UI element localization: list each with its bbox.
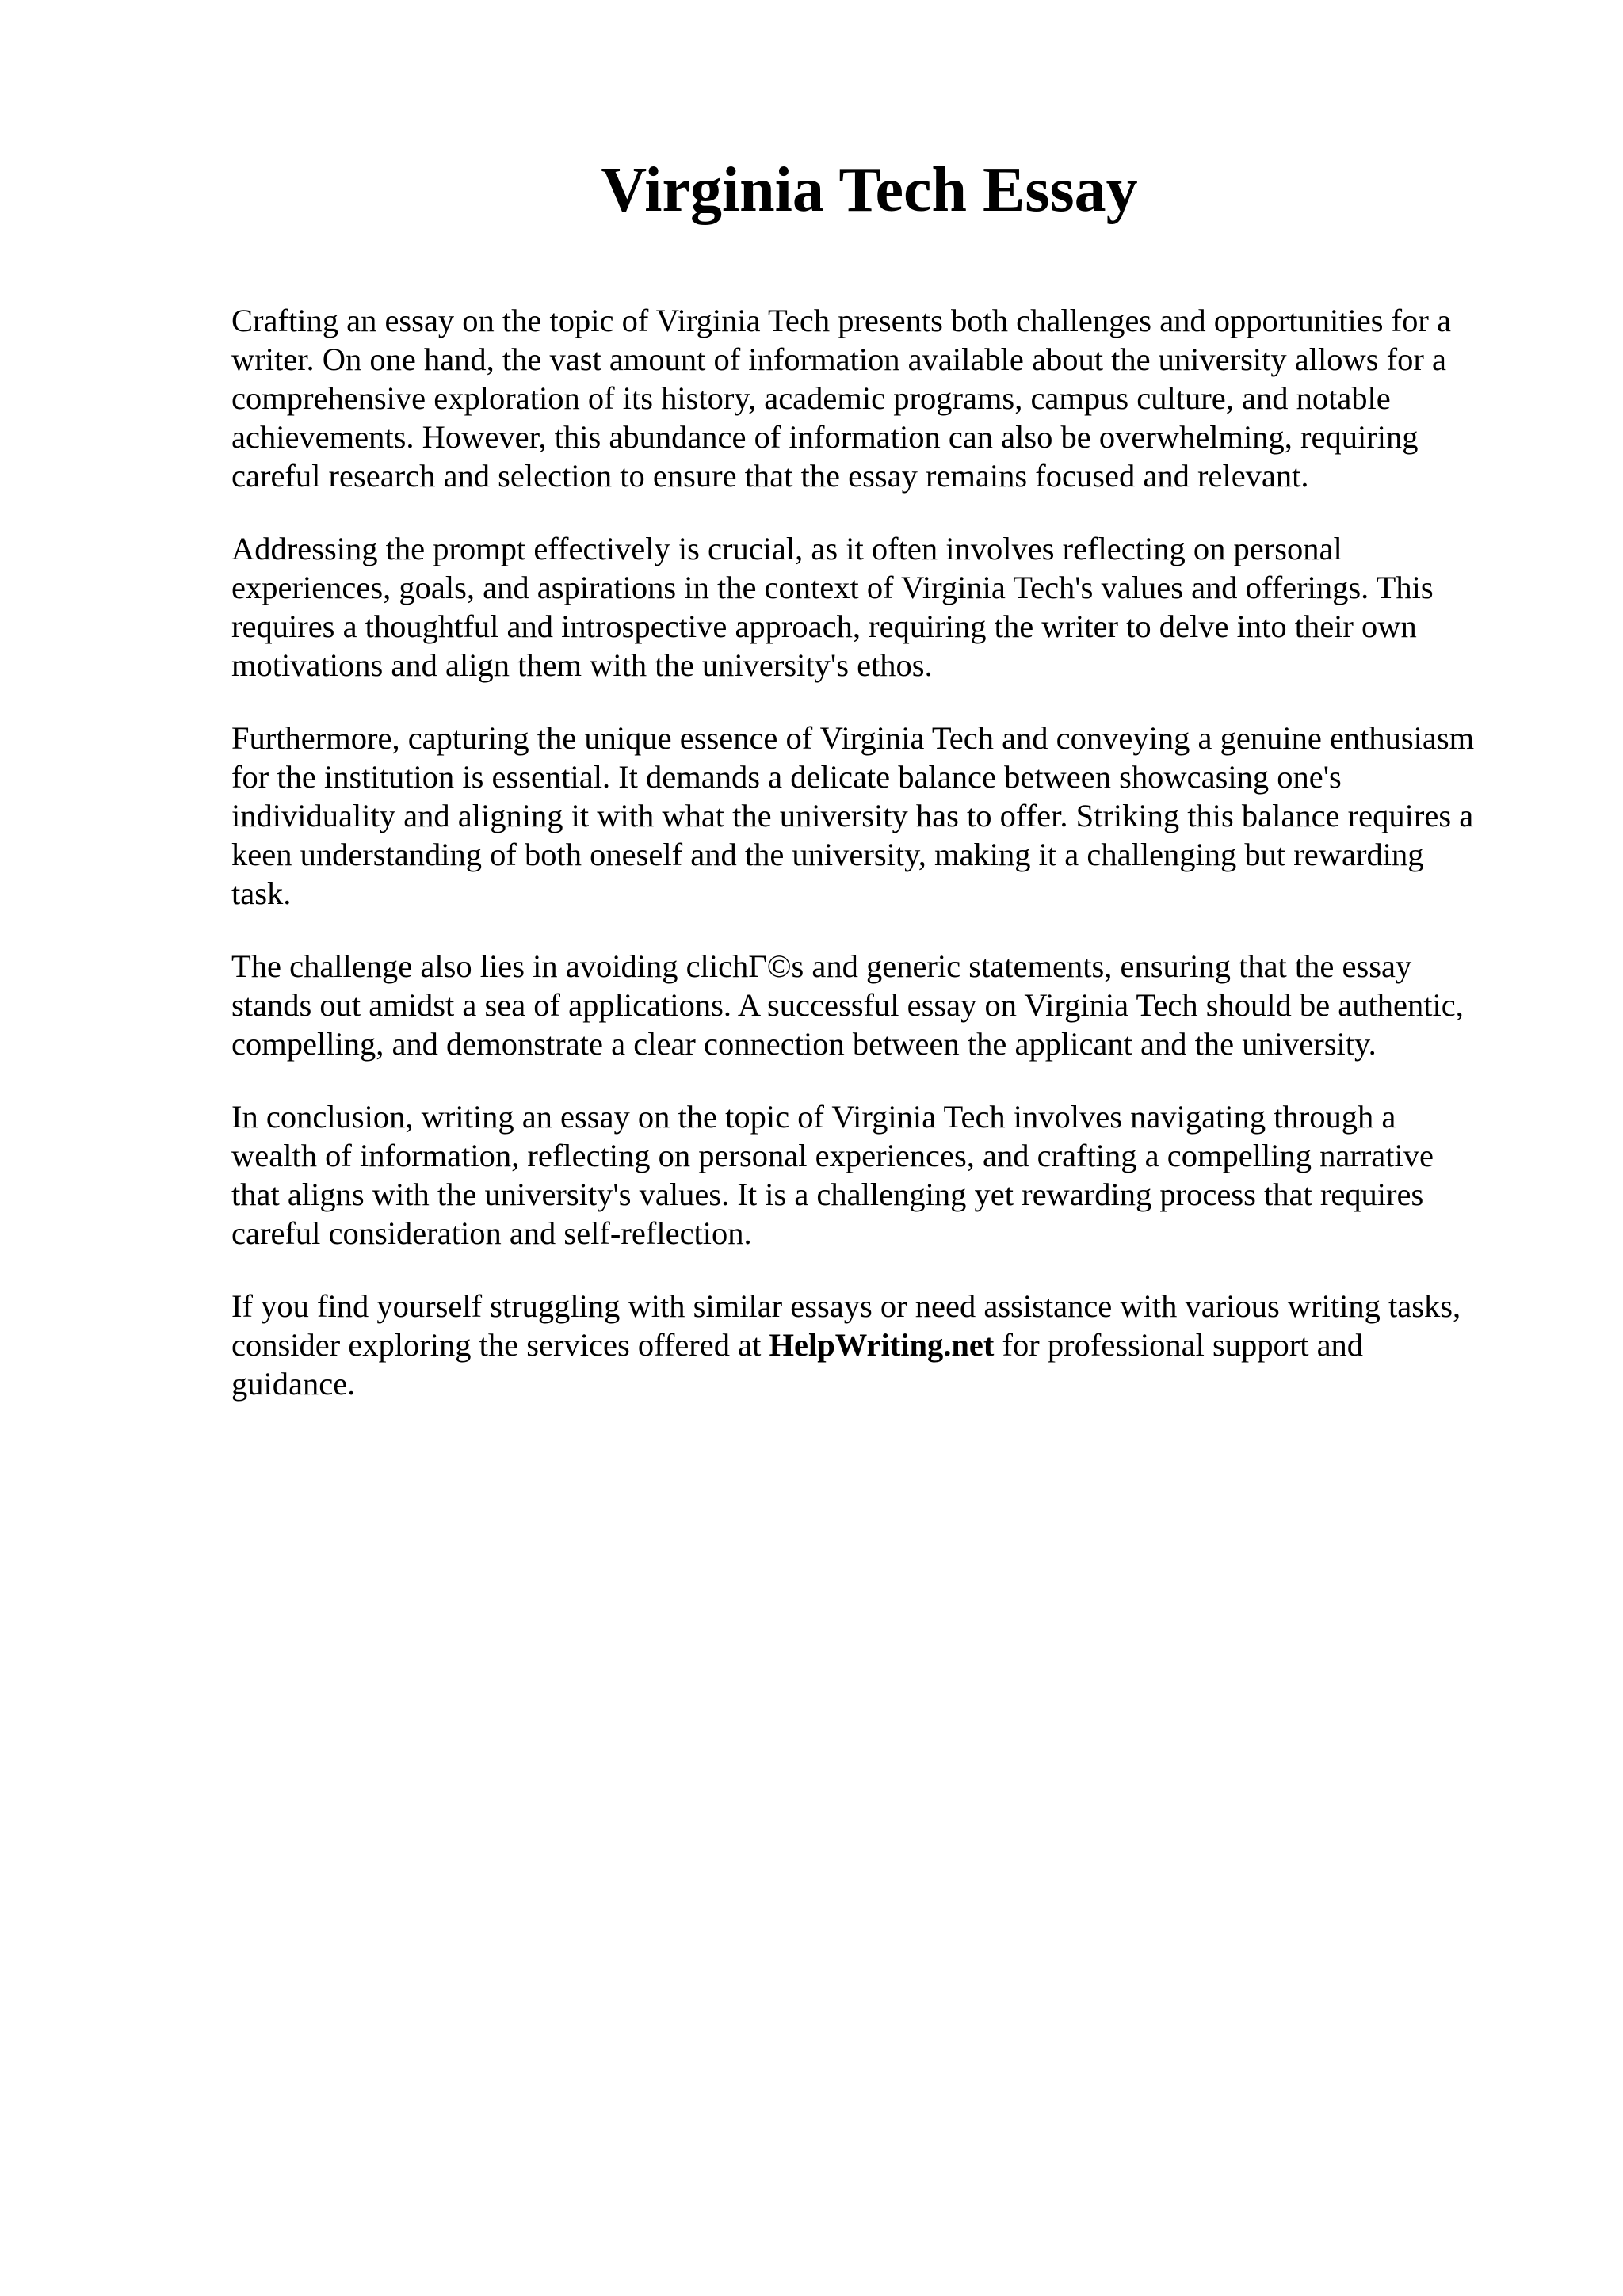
- text-line: achievements. However, this abundance of information can also be overwhelming, requiring: [231, 419, 1419, 455]
- paragraph-prompt: [231, 529, 1531, 685]
- text-line: Furthermore, capturing the unique essence of Virginia Tech and conveying a genuine enthusiasm: [231, 720, 1475, 756]
- text-line: [231, 1325, 1531, 1364]
- text-line: In conclusion, writing an essay on the topic of Virginia Tech involves navigating through a: [231, 1099, 1396, 1135]
- text-line: guidance.: [231, 1366, 356, 1402]
- text-line: for the institution is essential. It demands a delicate balance between showcasing one's: [231, 759, 1342, 795]
- text-line: compelling, and demonstrate a clear connection between the applicant and the university.: [231, 1026, 1377, 1062]
- text-line: comprehensive exploration of its history, academic programs, campus culture, and notable: [231, 380, 1391, 416]
- text-line: task.: [231, 875, 292, 911]
- paragraph-intro: [231, 301, 1531, 495]
- paragraph-challenge: [231, 947, 1531, 1063]
- text-line: Addressing the prompt effectively is crucial, as it often involves reflecting on personal: [231, 531, 1342, 566]
- text-line: requires a thoughtful and introspective approach, requiring the writer to delve into their own: [231, 608, 1417, 644]
- paragraph-essence: [231, 719, 1531, 913]
- text-line: If you find yourself struggling with similar essays or need assistance with various writing tasks,: [231, 1288, 1461, 1324]
- text-line: experiences, goals, and aspirations in the context of Virginia Tech's values and offerings. This: [231, 570, 1434, 605]
- paragraph-closing: [231, 1287, 1531, 1403]
- document-body: [231, 301, 1531, 1437]
- document-title: Virginia Tech Essay: [601, 155, 1138, 225]
- text-line: individuality and aligning it with what the university has to offer. Striking this balance requires a: [231, 798, 1474, 833]
- text-line: writer. On one hand, the vast amount of information available about the university allows for a: [231, 341, 1446, 377]
- paragraph-conclusion: [231, 1097, 1531, 1253]
- text-line: careful consideration and self-reflection.: [231, 1215, 752, 1251]
- text-line: wealth of information, reflecting on personal experiences, and crafting a compelling narrative: [231, 1138, 1434, 1173]
- text-line: motivations and align them with the university's ethos.: [231, 647, 933, 683]
- text-line: The challenge also lies in avoiding clichГ©s and generic statements, ensuring that the essay: [231, 948, 1412, 984]
- closing-text-after: for professional support and: [1002, 1327, 1364, 1363]
- text-line: stands out amidst a sea of applications. A successful essay on Virginia Tech should be authentic,: [231, 987, 1464, 1023]
- text-line: careful research and selection to ensure that the essay remains focused and relevant.: [231, 458, 1309, 494]
- text-line: keen understanding of both oneself and the university, making it a challenging but rewarding: [231, 837, 1424, 872]
- text-line: Crafting an essay on the topic of Virginia Tech presents both challenges and opportunities for a: [231, 303, 1451, 338]
- text-line: that aligns with the university's values. It is a challenging yet rewarding process that requires: [231, 1177, 1424, 1212]
- helpwriting-brand: HelpWriting.net: [769, 1327, 995, 1363]
- closing-text-before: consider exploring the services offered at: [231, 1327, 769, 1363]
